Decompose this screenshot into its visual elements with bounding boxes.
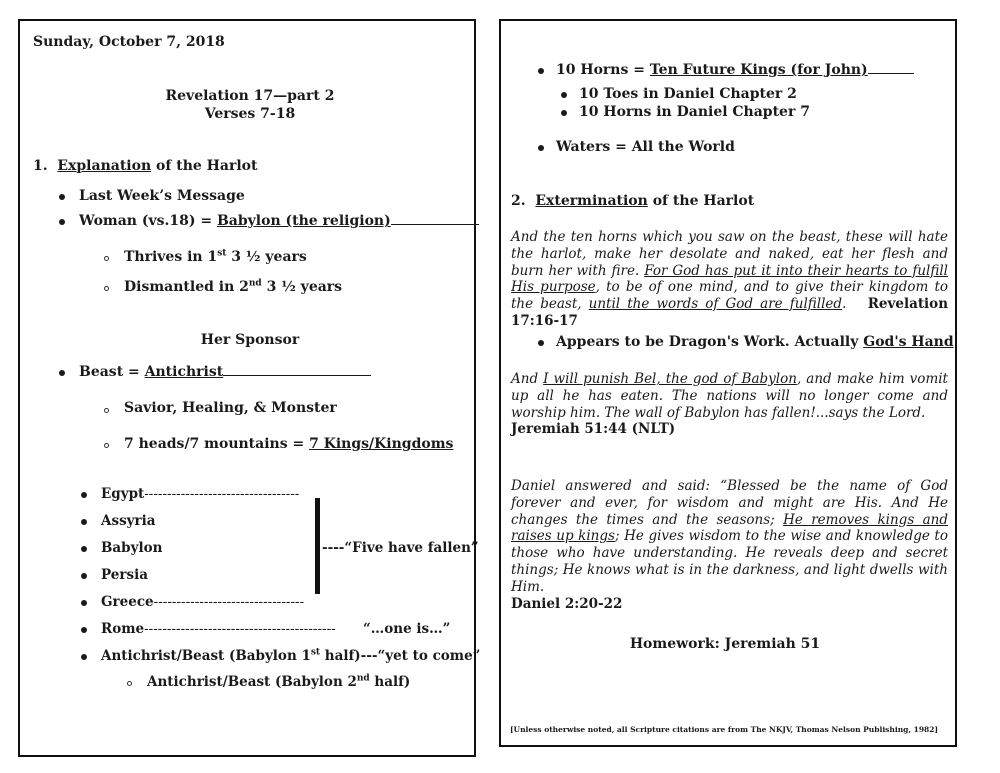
homework-label: Homework: Jeremiah 51 <box>629 636 821 652</box>
sermon-title: Revelation 17—part 2 <box>165 88 335 104</box>
one-is-label: “…one is…” <box>363 621 451 637</box>
kingdom-babylon: Babylon <box>101 540 163 556</box>
kingdom-assyria: Assyria <box>101 513 156 529</box>
bullet-icon <box>538 340 544 346</box>
sermon-verses: Verses 7-18 <box>204 106 296 122</box>
bullet-icon <box>59 194 65 200</box>
kingdom-egypt: Egypt---------------------------------- <box>101 486 300 502</box>
kingdom-persia: Persia <box>101 567 148 583</box>
bullet-icon <box>59 219 65 225</box>
circle-bullet-icon <box>104 256 109 261</box>
bullet-icon <box>59 370 65 376</box>
waters-item: Waters = All the World <box>556 139 735 155</box>
revelation-reference: Revelation 17:16-17 <box>511 296 949 329</box>
daniel-quote: Daniel answered and said: “Blessed be the name of God forever and ever, for wisdom and might are His. And He changes the times and the seasons; He removes kings and raises up kings; He gives wisdom to the wise and knowledge to those who have understanding. He reveals deep and secret things; He knows what is in the darkness, and light dwells with Him. Daniel 2:20-22 <box>511 478 949 612</box>
circle-bullet-icon <box>104 408 109 413</box>
bullet-icon <box>81 546 87 552</box>
left-panel <box>18 19 476 757</box>
circle-bullet-icon <box>127 681 132 686</box>
bullet-icon <box>561 92 567 98</box>
bullet-icon <box>538 145 544 151</box>
dismantled-item: Dismantled in 2nd 3 ½ years <box>124 278 343 295</box>
revelation-quote: And the ten horns which you saw on the beast, these will hate the harlot, make her desolate and naked, eat her flesh and burn her with fire. For God has put it into their hearts to fulfill His purpose, to be of one mind, and to give their kingdom to the beast, until the words of God are fulfilled. Revelation 17:16-17 <box>511 229 949 329</box>
antichrist-second-half: Antichrist/Beast (Babylon 2nd half) <box>147 673 411 690</box>
kingdom-rome: Rome------------------------------------------ <box>101 621 336 637</box>
date-label: Sunday, October 7, 2018 <box>33 34 225 50</box>
kingdom-greece: Greece--------------------------------- <box>101 594 305 610</box>
dragon-item: Appears to be Dragon's Work. Actually God's Hand <box>556 334 954 350</box>
bullet-icon <box>561 110 567 116</box>
horns-item: 10 Horns = Ten Future Kings (for John) <box>556 62 914 78</box>
bullet-icon <box>538 68 544 74</box>
section-1-heading: 1. Explanation of the Harlot <box>33 158 258 174</box>
bullet-icon <box>81 519 87 525</box>
savior-item: Savior, Healing, & Monster <box>124 400 337 416</box>
jeremiah-quote: And I will punish Bel, the god of Babylon, and make him vomit up all he has eaten. The nations will no longer come and worship him. The wall of Babylon has fallen!...says the Lord. Jeremiah 51:44 (NLT) <box>511 371 948 438</box>
heads-item: 7 heads/7 mountains = 7 Kings/Kingdoms <box>124 436 454 452</box>
circle-bullet-icon <box>104 443 109 448</box>
kingdom-antichrist: Antichrist/Beast (Babylon 1st half)---“yet to come” <box>101 647 481 664</box>
beast-item: Beast = Antichrist <box>79 364 371 380</box>
bracket-bar <box>315 498 320 594</box>
bullet-icon <box>81 600 87 606</box>
thrives-item: Thrives in 1st 3 ½ years <box>124 248 307 265</box>
bullet-icon <box>81 492 87 498</box>
horns-daniel-item: 10 Horns in Daniel Chapter 7 <box>579 104 810 120</box>
woman-item: Woman (vs.18) = Babylon (the religion) <box>79 213 479 229</box>
jeremiah-reference: Jeremiah 51:44 (NLT) <box>511 421 676 438</box>
footnote: [Unless otherwise noted, all Scripture citations are from The NKJV, Thomas Nelson Publishing, 1982] <box>510 725 939 734</box>
sponsor-heading: Her Sponsor <box>200 332 300 348</box>
bullet-icon <box>81 627 87 633</box>
five-fallen-label: ----“Five have fallen” <box>322 540 479 556</box>
bullet-icon <box>81 654 87 660</box>
last-week-item: Last Week’s Message <box>79 188 245 204</box>
bullet-icon <box>81 573 87 579</box>
section-2-heading: 2. Extermination of the Harlot <box>511 193 755 209</box>
toes-item: 10 Toes in Daniel Chapter 2 <box>579 86 797 102</box>
daniel-reference: Daniel 2:20-22 <box>511 595 623 612</box>
circle-bullet-icon <box>104 286 109 291</box>
